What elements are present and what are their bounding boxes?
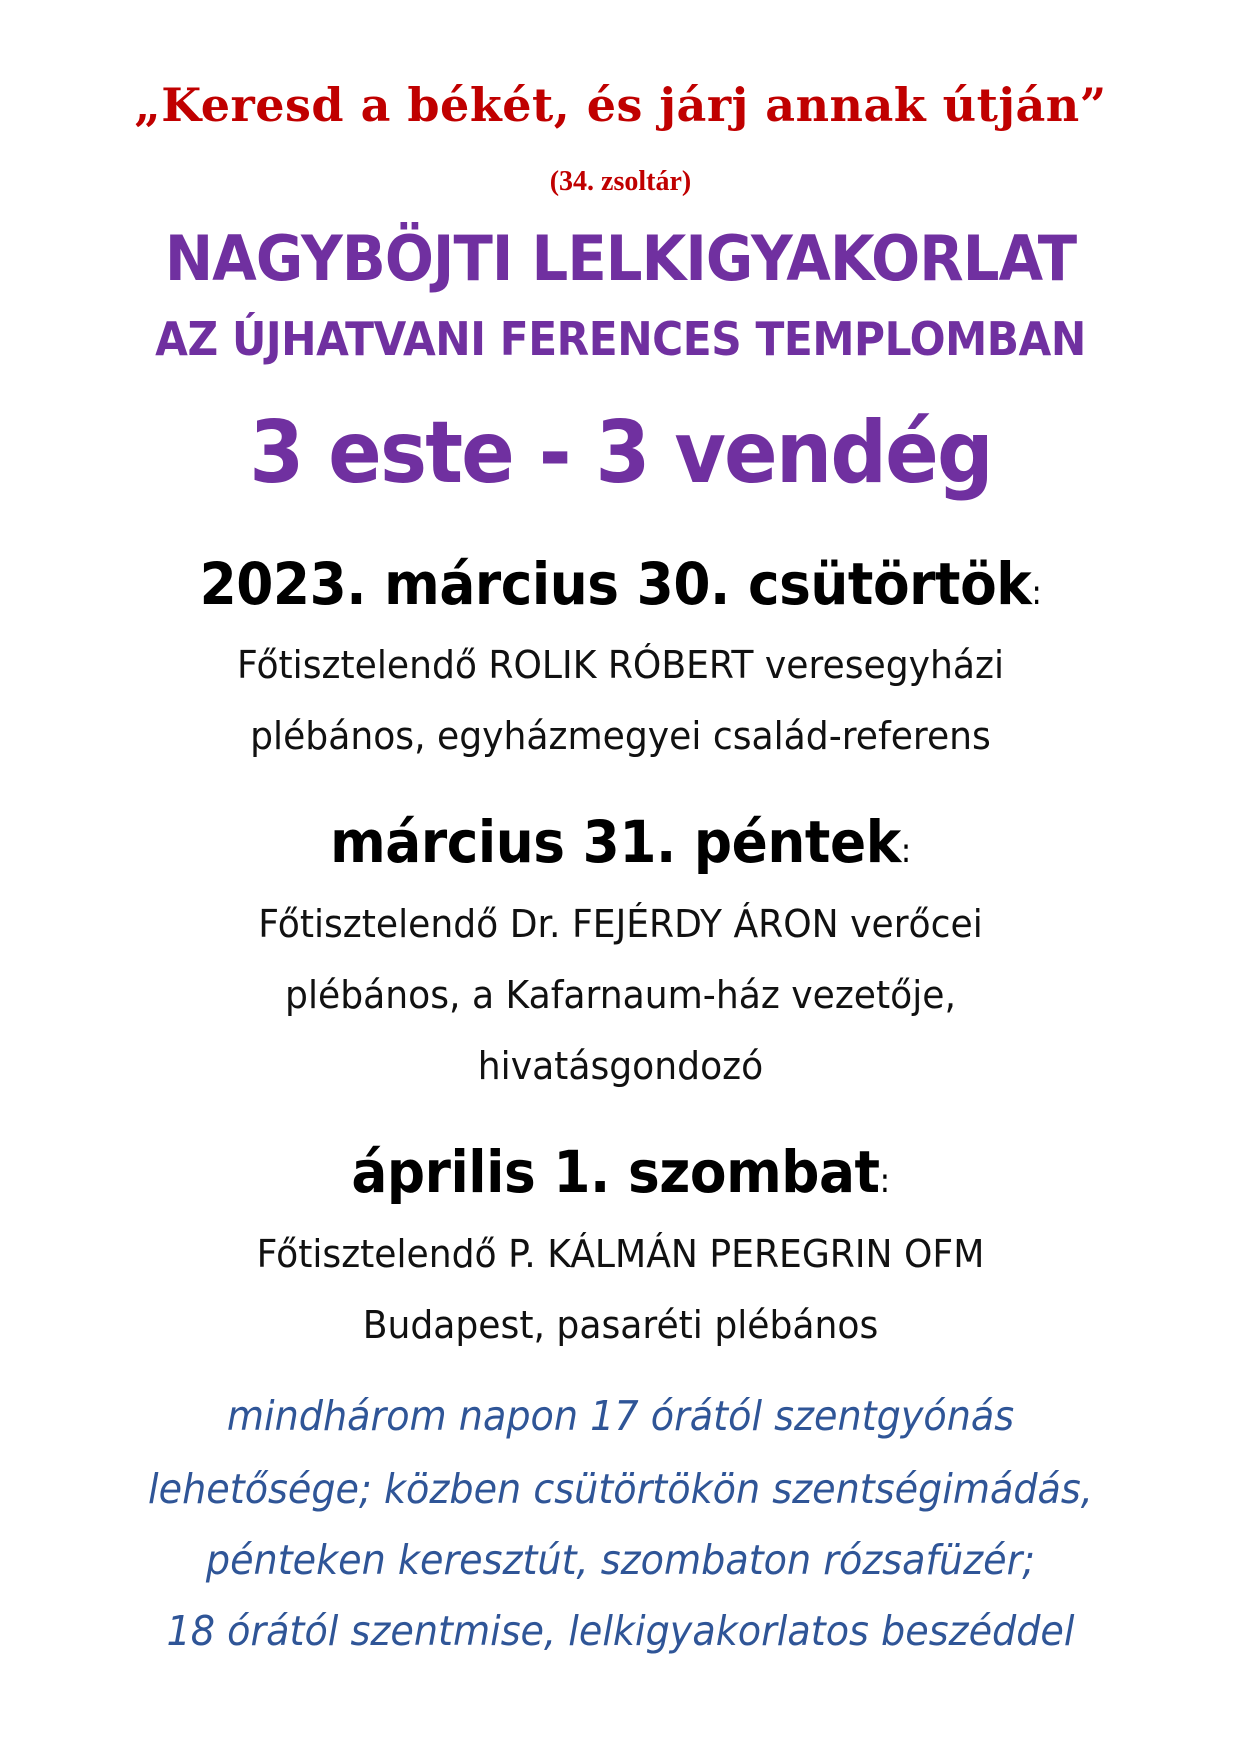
evening-date-colon: : bbox=[879, 1161, 890, 1201]
quote-source: (34. zsoltár) bbox=[549, 166, 692, 197]
evening-date-text: 2023. március 30. csütörtök bbox=[199, 550, 1032, 618]
evening-1-speaker-line: Főtisztelendő ROLIK RÓBERT veresegyházi bbox=[236, 643, 1005, 687]
poster-title: NAGYBÖJTI LELKIGYAKORLAT bbox=[164, 222, 1077, 295]
evening-1-speaker-line: plébános, egyházmegyei család-referens bbox=[250, 714, 991, 758]
evening-1-date bbox=[50, 550, 1192, 618]
schedule-note-line: pénteken keresztút, szombaton rózsafüzér; bbox=[205, 1536, 1036, 1584]
evening-3-speaker-line: Főtisztelendő P. KÁLMÁN PEREGRIN OFM bbox=[256, 1232, 985, 1276]
poster-headline: 3 este - 3 vendég bbox=[249, 403, 992, 503]
evening-2-date bbox=[50, 808, 1192, 876]
evening-3-date bbox=[50, 1138, 1192, 1206]
evening-2-speaker-line: hivatásgondozó bbox=[477, 1044, 764, 1088]
evening-2-speaker-line: Főtisztelendő Dr. FEJÉRDY ÁRON verőcei bbox=[258, 902, 983, 946]
evening-3-speaker-line: Budapest, pasaréti plébános bbox=[362, 1303, 879, 1347]
bible-quote: „Keresd a békét, és járj annak útján” bbox=[134, 78, 1107, 132]
schedule-note-line: mindhárom napon 17 órától szentgyónás bbox=[226, 1392, 1015, 1440]
evening-date-colon: : bbox=[900, 831, 911, 871]
evening-date-text: április 1. szombat bbox=[351, 1138, 880, 1206]
poster-subtitle: AZ ÚJHATVANI FERENCES TEMPLOMBAN bbox=[155, 312, 1086, 366]
schedule-note-line: 18 órától szentmise, lelkigyakorlatos beszéddel bbox=[166, 1607, 1075, 1655]
evening-date-colon: : bbox=[1031, 573, 1042, 613]
evening-date-text: március 31. péntek bbox=[330, 808, 901, 876]
schedule-note-line: lehetősége; közben csütörtökön szentségimádás, bbox=[148, 1465, 1093, 1513]
evening-2-speaker-line: plébános, a Kafarnaum-ház vezetője, bbox=[285, 973, 956, 1017]
